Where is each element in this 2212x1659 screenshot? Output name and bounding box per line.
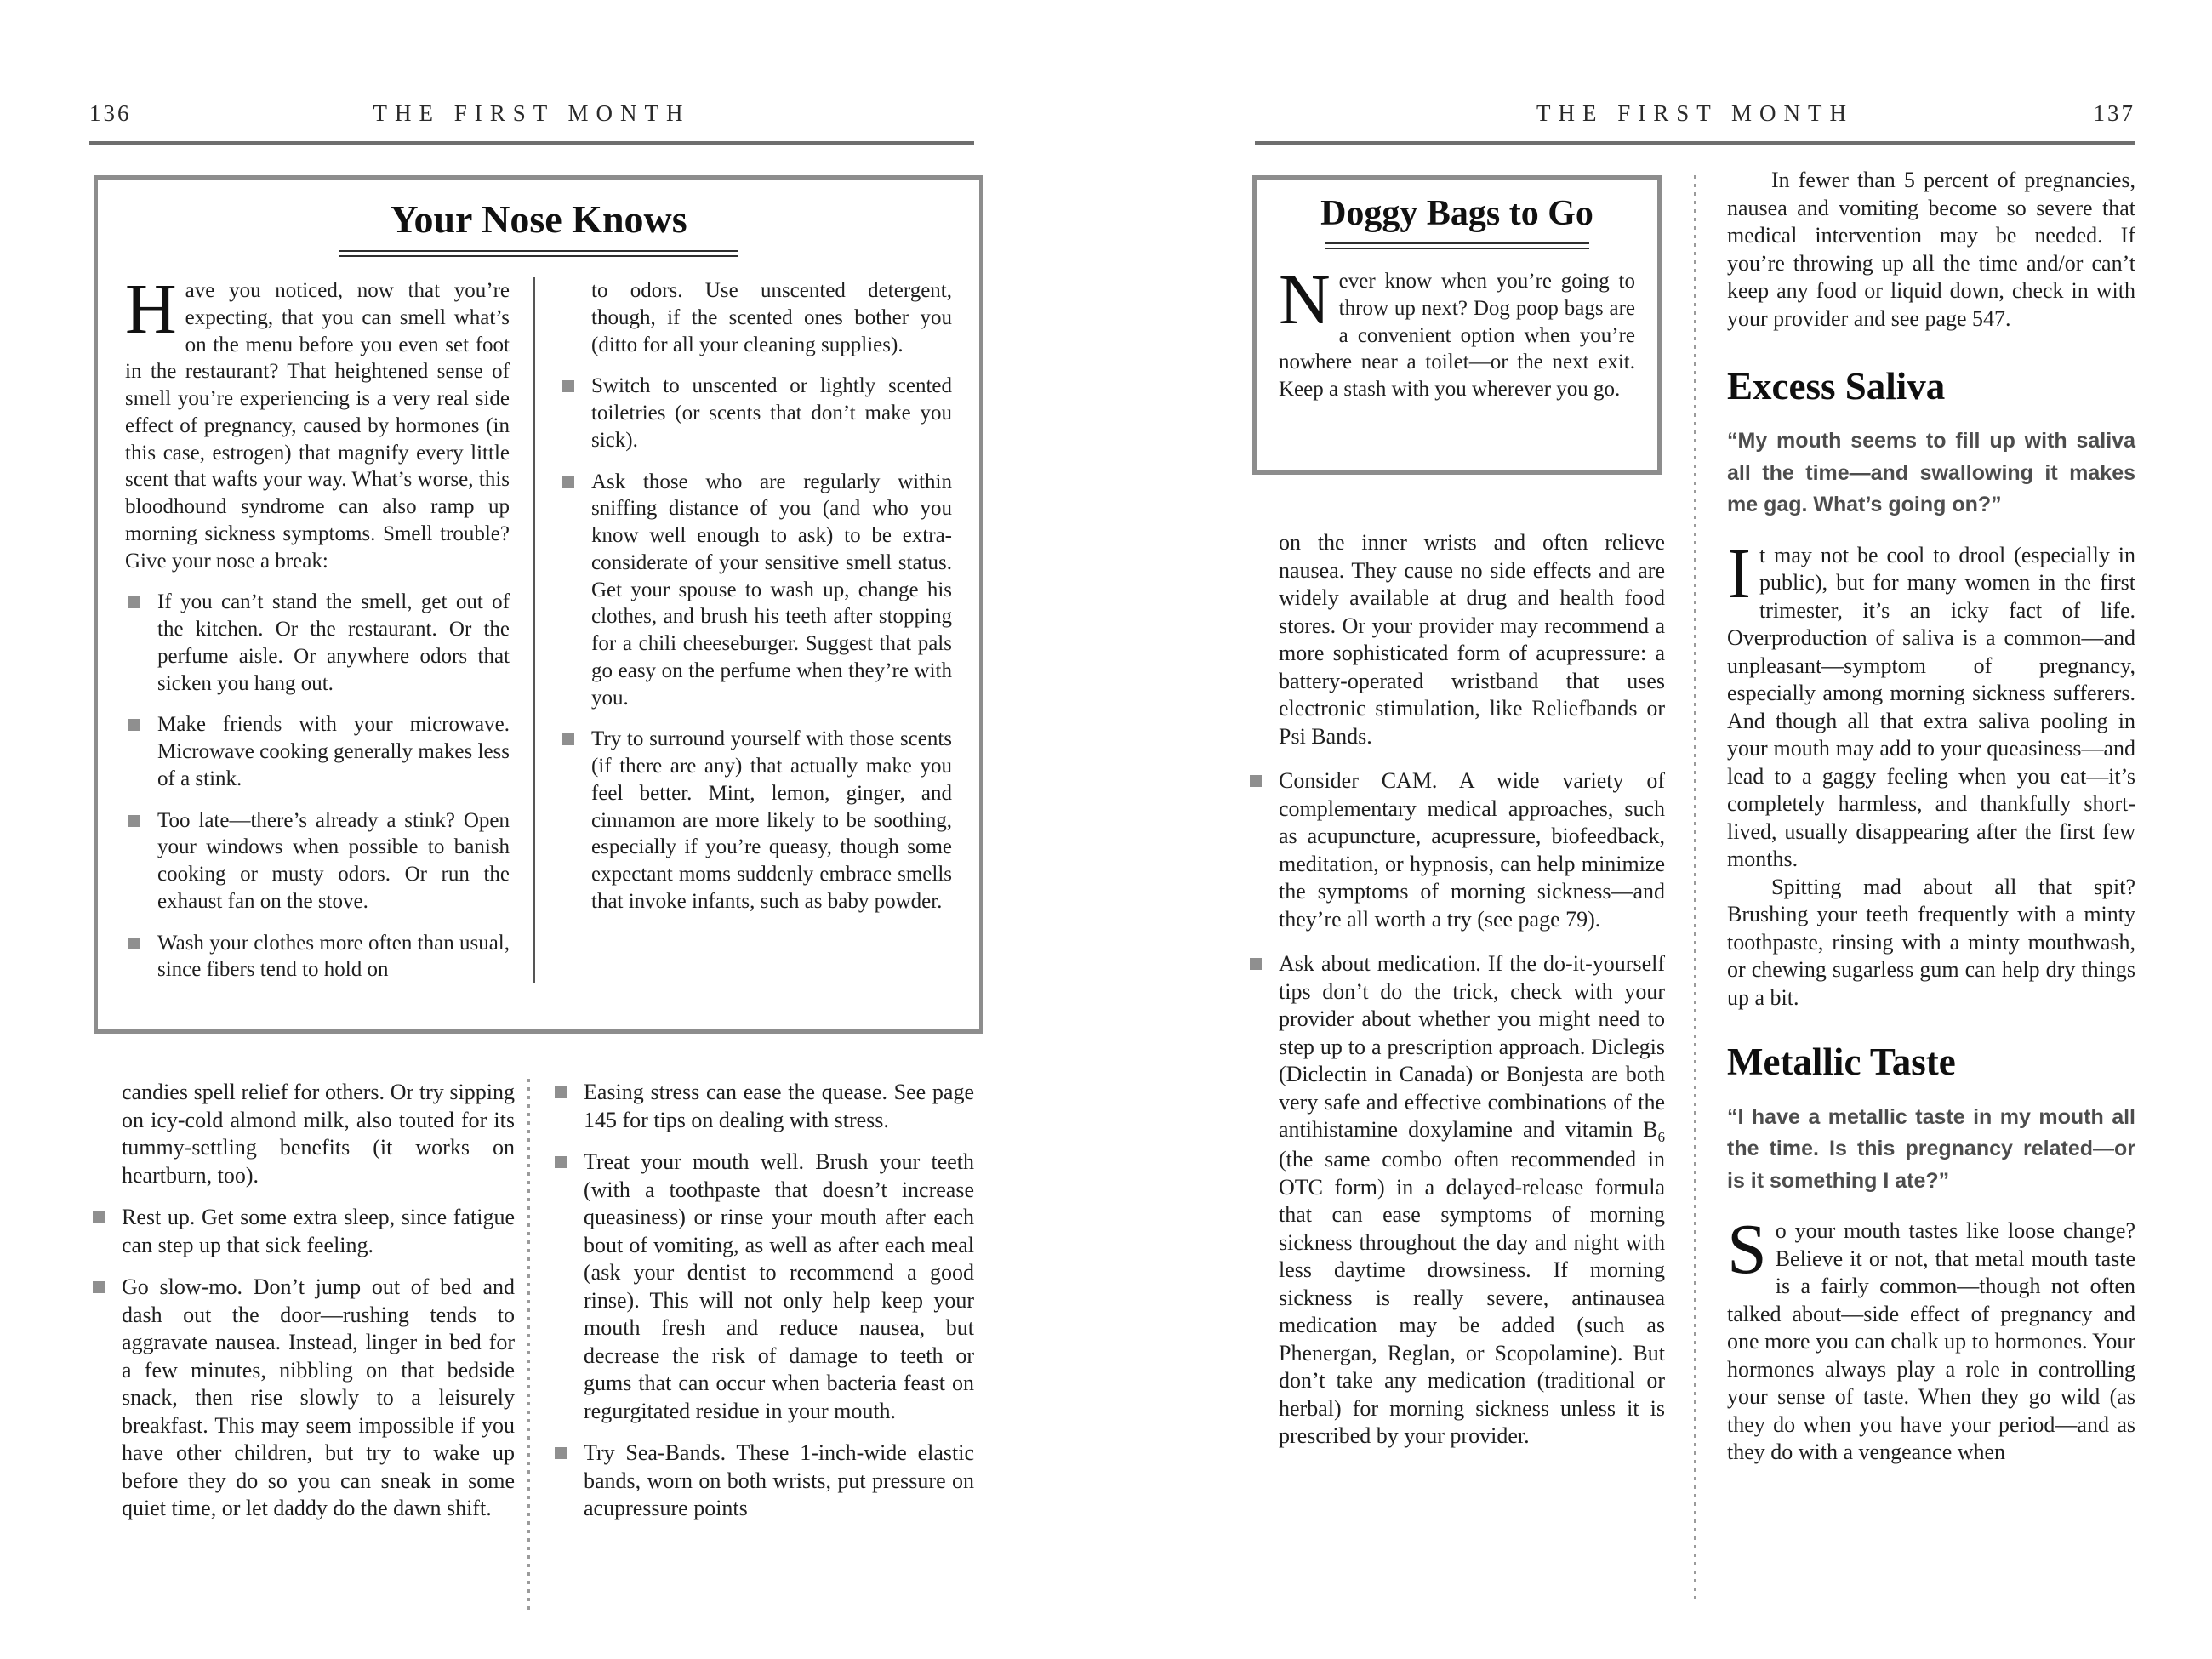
box-column-right [533,277,952,983]
bullet-item [551,1079,974,1134]
box-title-underline [1325,242,1589,249]
section-heading-metallic-taste: Metallic Taste [1727,1040,1956,1084]
bullet-item [125,711,510,792]
answer-paragraph-2: Spitting mad about all that spit? Brushing your teeth frequently with a minty toothpaste, rinsing with a minty mouthwash, or chewing sugarless gum can help dry things up a bit. [1727,874,2135,1010]
header-rule-right [1255,141,2135,145]
bullet-square-icon [93,1281,105,1293]
bullet-item [559,373,952,453]
bullet-square-icon [1250,958,1262,970]
bullet-text: Consider CAM. A wide variety of complementary medical approaches, such as acupuncture, acupressure, biofeedback, meditation, or hypnosis, can help minimize the symptoms of morning sickness—and they’re all worth a try (see page 79). [1279,768,1665,932]
right-outer-column [1727,167,2135,1467]
bullet-text: Make friends with your microwave. Microwave cooking generally makes less of a stink. [157,713,510,790]
running-header-title-right: THE FIRST MONTH [1536,100,1855,126]
bullet-square-icon [562,380,574,392]
bullet-text: Try to surround yourself with those scents (if there are any) that actually make you feel better. Mint, lemon, ginger, and cinnamon are more likely to be soothing, especially if you’re queasy, though some expectant moms suddenly embrace smells that invoke infants, such as baby powder. [591,727,952,913]
vitamin-b6-subscript: 6 [1657,1129,1665,1146]
bullet-text: Wash your clothes more often than usual, since fibers tend to hold on [157,931,510,982]
bullet-square-icon [562,733,574,745]
bullet-square-icon [555,1086,567,1098]
header-rule-left [89,141,974,145]
drop-cap: N [1279,260,1331,339]
running-header-title-left: THE FIRST MONTH [373,100,691,126]
bullet-text: Rest up. Get some extra sleep, since fatigue can step up that sick feeling. [122,1205,515,1257]
running-header-left [89,100,974,140]
right-mid-column [1246,529,1665,1451]
running-header-right [1255,100,2135,140]
page-number-left: 136 [89,100,132,126]
bullet-item [125,807,510,915]
bullet-text: Try Sea-Bands. These 1-inch-wide elastic bands, worn on both wrists, put pressure on acupressure points [584,1440,974,1520]
reader-question-quote: “I have a metallic taste in my mouth all the time. Is this pregnancy related—or is it something I ate?” [1727,1104,2135,1193]
bullet-text: Ask those who are regularly within sniffing distance of you (and who you know well enough to ask) to be extra-considerate of your sensitive smell status. Get your spouse to wash up, change his clothes, and brush his teeth after stopping for a chili cheeseburger. Suggest that pals go easy on the perfume when they’re with you. [591,470,952,710]
box-intro-paragraph [125,270,510,574]
reader-question-quote: “My mouth seems to fill up with saliva all the time—and swallowing it makes me gag. What’s going on?” [1727,429,2135,517]
box-body-paragraph [1279,260,1635,403]
bullet-item [559,469,952,712]
bullet-text: Too late—there’s already a stink? Open your windows when possible to banish cooking or musty odors. Or run the exhaust fan on the stove. [157,808,510,913]
bullet-text: Go slow-mo. Don’t jump out of bed and dash out the door—rushing tends to aggravate nausea. Instead, linger in bed for a few minutes, nibbling on that bedside snack, then rise slowly to a leisurely breakfast. This may seem impossible if you have other children, but try to wake up before they do so you can sneak in some quiet time, or let daddy do the dawn shift. [122,1274,515,1520]
sidebar-box-your-nose-knows [94,175,983,1034]
bullet-item [559,726,952,915]
drop-cap: S [1727,1210,1767,1289]
column-divider-dotted-right [1694,175,1696,1605]
answer-paragraph [1727,1210,2135,1467]
bullet-text: If you can’t stand the smell, get out of the kitchen. Or the restaurant. Or the perfume aisle. Or anywhere odors that sicken you hang out. [157,590,510,695]
continuation-paragraph: to odors. Use unscented detergent, though, if the scented ones bother you (ditto for all your cleaning supplies). [591,279,952,356]
bullet-square-icon [555,1447,567,1459]
bullet-square-icon [562,476,574,488]
intro-paragraph: In fewer than 5 percent of pregnancies, nausea and vomiting become so severe that medical intervention may be needed. If you’re throwing up all the time and/or can’t keep any food or liquid down, check in with your provider and see page 547. [1727,168,2135,331]
bullet-square-icon [93,1211,105,1223]
answer-text: t may not be cool to drool (especially in public), but for many women in the first trimester, it’s an icky fact of life. Overproduction of saliva is a common—and unpleasant—symptom of pregnancy, especially among morning sickness sufferers. And though all that extra saliva pooling in your mouth may add to your queasiness—and lead to a gaggy feeling when you eat—it’s completely harmless, and thankfully short-lived, usually disappearing after the first few months. [1727,542,2135,872]
sidebar-box-doggy-bags [1252,175,1662,475]
box-body-text: ever know when you’re going to throw up next? Dog poop bags are a convenient option when you’re nowhere near a toilet—or the next exit. Keep a stash with you wherever you go. [1279,270,1635,401]
drop-cap: H [125,270,177,349]
bullet-text: Ask about medication. If the do-it-yourself tips don’t do the trick, check with your provider about whether you might need to step up to a prescription approach. Diclegis (Diclectin in Canada) or Bonjesta are both very safe and effective combinations of the antihistamine doxylamine and vitamin B [1279,951,1665,1142]
bullet-square-icon [128,719,140,731]
page-number-right: 137 [2093,100,2135,126]
answer-text: o your mouth tastes like loose change? Believe it or not, that metal mouth taste is a fairly common—though not often talked about—side effect of pregnancy and one more you can chalk up to hormones. Your hormones always play a role in controlling your sense of taste. When they go wild (as they do when you have your period—and as they do with a vengeance when [1727,1218,2135,1464]
bullet-square-icon [1250,775,1262,787]
left-bottom-column-1 [89,1079,515,1523]
bullet-text: Switch to unscented or lightly scented toiletries (or scents that don’t make you sick). [591,374,952,452]
bullet-text: Easing stress can ease the quease. See page 145 for tips on dealing with stress. [584,1080,974,1132]
bullet-item [125,930,510,984]
bullet-item [89,1204,515,1259]
answer-paragraph [1727,533,2135,874]
continuation-paragraph: on the inner wrists and often relieve nausea. They cause no side effects and are widely available at drug and health food stores. Or your provider may recommend a more sophisticated form of acupressure: a battery-operated wristband that uses electronic stimulation, like Reliefbands or Psi Bands. [1279,530,1665,749]
box-title: Doggy Bags to Go [1320,194,1593,233]
bullet-square-icon [128,938,140,949]
continuation-paragraph: candies spell relief for others. Or try sipping on icy-cold almond milk, also touted for its tummy-settling benefits (it works on heartburn, too). [122,1080,515,1188]
section-heading-excess-saliva: Excess Saliva [1727,365,1946,408]
bullet-square-icon [128,596,140,608]
bullet-item [125,589,510,697]
box-title: Your Nose Knows [390,197,687,241]
bullet-item [551,1440,974,1523]
bullet-item [89,1274,515,1523]
bullet-item [551,1149,974,1425]
box-title-underline [339,250,738,257]
column-divider-dotted-left [527,1079,530,1611]
bullet-square-icon [555,1156,567,1168]
box-columns [125,270,952,983]
bullet-item [1246,767,1665,933]
bullet-text: Treat your mouth well. Brush your teeth (with a toothpaste that doesn’t increase queasiness) or rinse your mouth after each bout of vomiting, as well as after each meal (ask your dentist to recommend a good rinse). This will not only help keep your mouth fresh and reduce nausea, but decrease the risk of damage to teeth or gums that can occur when bacteria feast on regurgitated residue in your mouth. [584,1149,974,1423]
box-intro-text: ave you noticed, now that you’re expecting, that you can smell what’s on the menu before you even set foot in the restaurant? That heightened sense of smell you’re experiencing is a very real side effect of pregnancy, caused by hormones (in this case, estrogen) that magnify every little scent that wafts your way. What’s worse, this bloodhound syndrome can also ramp up morning sickness symptoms. Smell trouble? Give your nose a break: [125,279,510,573]
box-column-left [125,270,533,983]
drop-cap: I [1727,533,1751,613]
bullet-item [1246,950,1665,1451]
bullet-square-icon [128,815,140,827]
left-bottom-column-2 [551,1079,974,1523]
bullet-text-continued: (the same combo often recommended in OTC form) in a delayed-release formula that can ease symptoms of morning sickness throughout the day and night with less daytime drowsiness. If morning sickness is really severe, antinausea medication may be added (such as Phenergan, Reglan, or Scopolamine). But don’t take any medication (traditional or herbal) for morning sickness unless it is prescribed by your provider. [1279,1147,1665,1449]
